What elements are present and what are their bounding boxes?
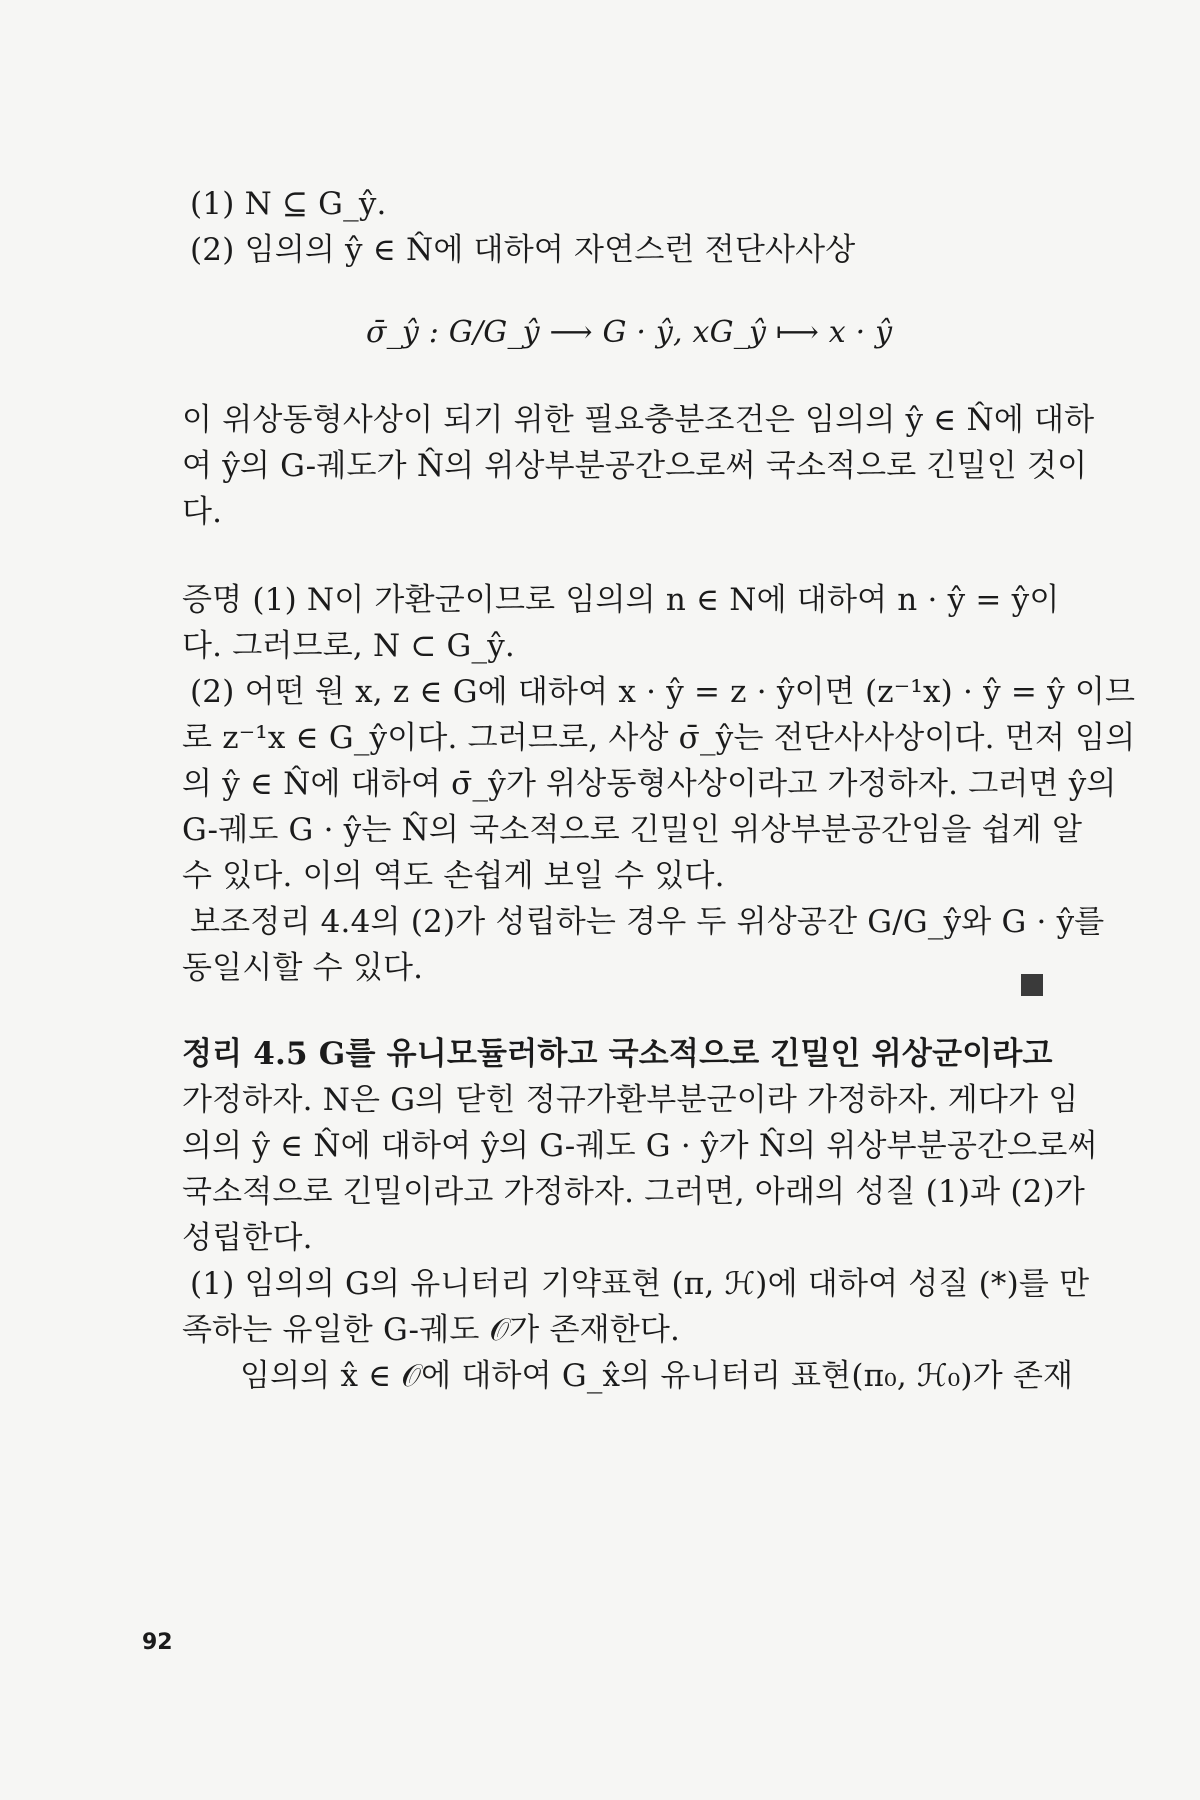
- lemma-item-1: (1) N ⊆ G_ŷ.: [190, 186, 387, 222]
- theorem-line: 성립한다.: [182, 1220, 313, 1256]
- theorem-line: 가정하자. N은 G의 닫힌 정규가환부분군이라 가정하자. 게다가 임: [182, 1082, 1079, 1118]
- theorem-line: 족하는 유일한 G-궤도 𝒪가 존재한다.: [182, 1312, 681, 1348]
- proof-line: 로 z⁻¹x ∈ G_ŷ이다. 그러므로, 사상 σ̄_ŷ는 전단사사상이다. 먼저 임의: [182, 720, 1136, 756]
- proof-line: 수 있다. 이의 역도 손쉽게 보일 수 있다.: [182, 858, 725, 894]
- display-formula: σ̄_ŷ : G/G_ŷ ⟶ G · ŷ, xG_ŷ ⟼ x · ŷ: [366, 315, 893, 350]
- theorem-line: 임의의 x̂ ∈ 𝒪에 대하여 G_x̂의 유니터리 표현(π₀, ℋ₀)가 존재: [240, 1358, 1074, 1394]
- theorem-item-1: (1) 임의의 G의 유니터리 기약표현 (π, ℋ)에 대하여 성질 (*)를 만: [190, 1266, 1090, 1302]
- text-line: 다.: [182, 494, 223, 530]
- text-line: 이 위상동형사상이 되기 위한 필요충분조건은 임의의 ŷ ∈ N̂에 대하: [182, 402, 1095, 438]
- theorem-heading-line: 정리 4.5 G를 유니모듈러하고 국소적으로 긴밀인 위상군이라고: [182, 1036, 1053, 1072]
- lemma-item-2: (2) 임의의 ŷ ∈ N̂에 대하여 자연스런 전단사사상: [190, 232, 856, 268]
- proof-line: 증명 (1) N이 가환군이므로 임의의 n ∈ N에 대하여 n · ŷ = ŷ이: [182, 582, 1060, 618]
- proof-line: (2) 어떤 원 x, z ∈ G에 대하여 x · ŷ = z · ŷ이면 (z⁻¹x) · ŷ = ŷ 이므: [190, 674, 1136, 710]
- qed-mark: [1021, 974, 1043, 996]
- text-line: 여 ŷ의 G-궤도가 N̂의 위상부분공간으로써 국소적으로 긴밀인 것이: [182, 448, 1088, 484]
- theorem-line: 국소적으로 긴밀이라고 가정하자. 그러면, 아래의 성질 (1)과 (2)가: [182, 1174, 1086, 1210]
- remark-line: 동일시할 수 있다.: [182, 950, 424, 986]
- remark-line: 보조정리 4.4의 (2)가 성립하는 경우 두 위상공간 G/G_ŷ와 G · ŷ를: [190, 904, 1105, 940]
- page-number: 92: [142, 1630, 173, 1655]
- theorem-line: 의의 ŷ ∈ N̂에 대하여 ŷ의 G-궤도 G · ŷ가 N̂의 위상부분공간으로써: [182, 1128, 1098, 1164]
- proof-line: 의 ŷ ∈ N̂에 대하여 σ̄_ŷ가 위상동형사상이라고 가정하자. 그러면 ŷ의: [182, 766, 1117, 802]
- proof-line: 다. 그러므로, N ⊂ G_ŷ.: [182, 628, 515, 664]
- proof-line: G-궤도 G · ŷ는 N̂의 국소적으로 긴밀인 위상부분공간임을 쉽게 알: [182, 812, 1083, 848]
